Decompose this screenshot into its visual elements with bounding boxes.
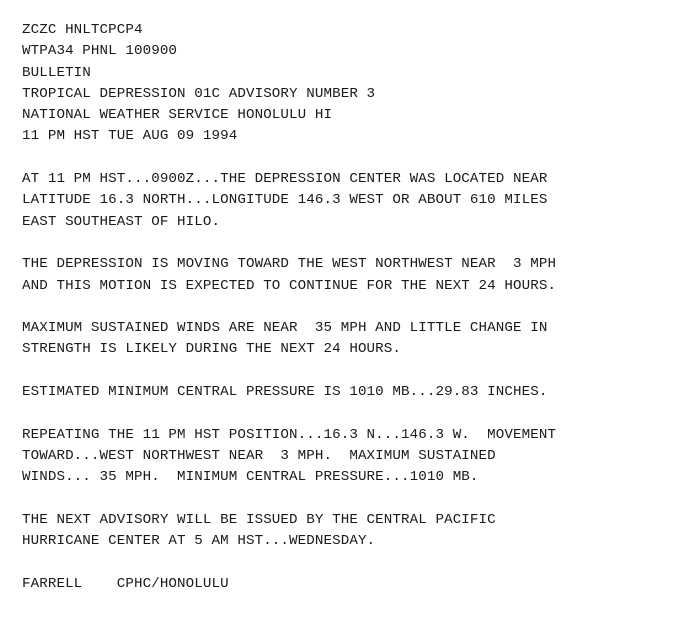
paragraph-next-advisory (22, 510, 682, 553)
header-line: WTPA34 PHNL 100900 (22, 43, 178, 60)
paragraph-line: REPEATING THE 11 PM HST POSITION...16.3 N...146.3 W. MOVEMENT (22, 426, 557, 443)
paragraph-line: AT 11 PM HST...0900Z...THE DEPRESSION CENTER WAS LOCATED NEAR (22, 171, 548, 188)
paragraph-line: EAST SOUTHEAST OF HILO. (22, 213, 221, 230)
paragraph-line: LATITUDE 16.3 NORTH...LONGITUDE 146.3 WEST OR ABOUT 610 MILES (22, 192, 548, 209)
paragraph-location (22, 169, 682, 233)
paragraph-line: MAXIMUM SUSTAINED WINDS ARE NEAR 35 MPH AND LITTLE CHANGE IN (22, 320, 548, 337)
paragraph-line: THE NEXT ADVISORY WILL BE ISSUED BY THE CENTRAL PACIFIC (22, 511, 496, 528)
header-line: TROPICAL DEPRESSION 01C ADVISORY NUMBER 3 (22, 85, 376, 102)
paragraph-line: STRENGTH IS LIKELY DURING THE NEXT 24 HOURS. (22, 341, 402, 358)
signature-block (22, 574, 682, 595)
paragraph-repeating (22, 425, 682, 489)
advisory-bulletin (22, 20, 682, 595)
header-line: 11 PM HST TUE AUG 09 1994 (22, 128, 238, 145)
paragraph-line: TOWARD...WEST NORTHWEST NEAR 3 MPH. MAXIMUM SUSTAINED (22, 447, 496, 464)
paragraph-winds (22, 318, 682, 361)
header-line: BULLETIN (22, 64, 91, 81)
paragraph-line: ESTIMATED MINIMUM CENTRAL PRESSURE IS 1010 MB...29.83 INCHES. (22, 384, 548, 401)
paragraph-line: WINDS... 35 MPH. MINIMUM CENTRAL PRESSURE...1010 MB. (22, 469, 479, 486)
signature-line: FARRELL CPHC/HONOLULU (22, 575, 229, 592)
paragraph-line: HURRICANE CENTER AT 5 AM HST...WEDNESDAY. (22, 533, 376, 550)
header-line: ZCZC HNLTCPCP4 (22, 22, 143, 38)
paragraph-line: AND THIS MOTION IS EXPECTED TO CONTINUE FOR THE NEXT 24 HOURS. (22, 277, 557, 294)
header-line: NATIONAL WEATHER SERVICE HONOLULU HI (22, 107, 333, 124)
paragraph-movement (22, 254, 682, 297)
bulletin-header (22, 20, 682, 148)
paragraph-line: THE DEPRESSION IS MOVING TOWARD THE WEST NORTHWEST NEAR 3 MPH (22, 256, 557, 273)
paragraph-pressure (22, 382, 682, 403)
